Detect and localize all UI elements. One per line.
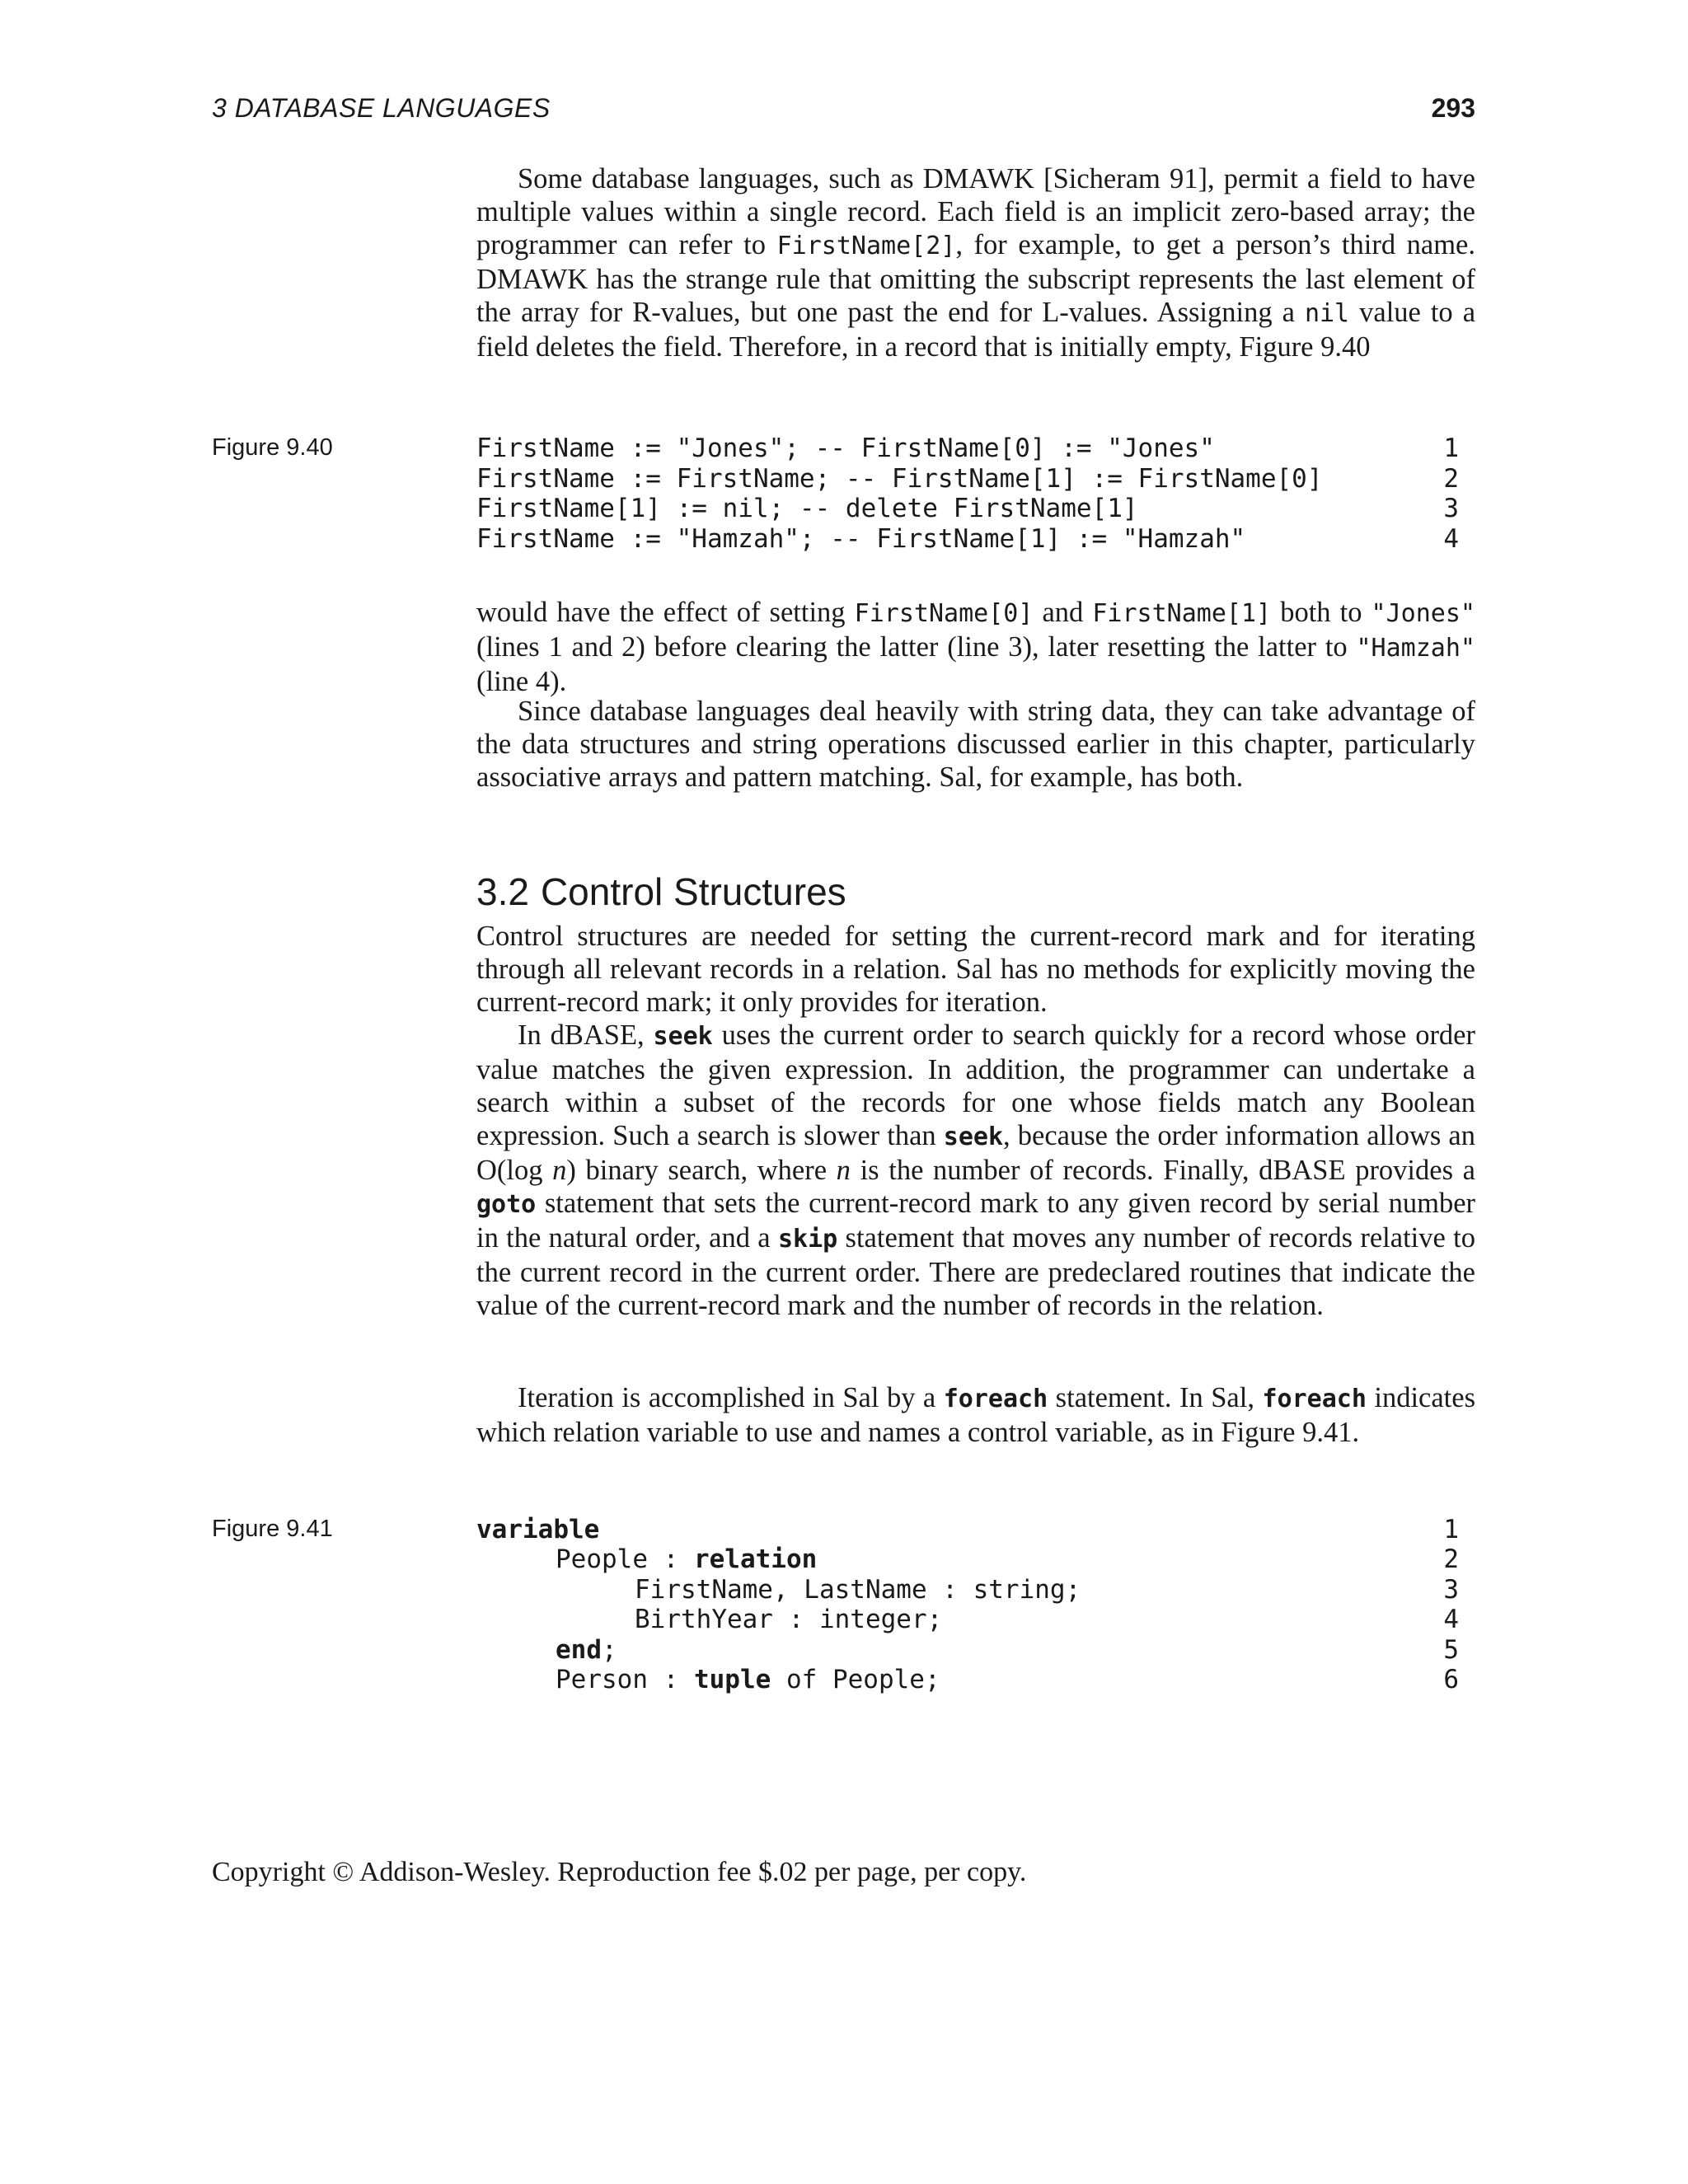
figure-label-9-41: Figure 9.41: [212, 1516, 333, 1542]
line-number: 6: [1443, 1665, 1459, 1694]
inline-code: FirstName[0]: [854, 599, 1034, 628]
line-number: 3: [1443, 1575, 1459, 1605]
section-title: Control Structures: [540, 870, 846, 913]
text-run: uses the current order to search quickly for a record whose order value matches the given expression. In addition, the programmer can undertake a search within a subset of the records for one whose fields match any Boolean expression. Such a search is slower than: [476, 1019, 1475, 1151]
code-line: FirstName[1] := nil; -- delete FirstName[1]: [476, 494, 1138, 523]
code-line: BirthYear : integer;: [635, 1605, 943, 1634]
text-run: statement that sets the current-record mark to any given record by serial number in the natural order, and a: [476, 1188, 1475, 1254]
code-line: [476, 1515, 599, 1545]
paragraph-dmawk: [476, 162, 1475, 363]
text-run: Iteration is accomplished in Sal by a: [518, 1382, 944, 1413]
text-run: (lines 1 and 2) before clearing the latter (line 3), later resetting the latter to: [476, 631, 1357, 663]
line-number: 2: [1443, 464, 1459, 494]
text-run: ) binary search, where: [566, 1155, 837, 1186]
keyword: skip: [777, 1225, 838, 1254]
keyword: tuple: [693, 1665, 771, 1694]
keyword: foreach: [1262, 1385, 1367, 1413]
text-run: indicates which relation variable to use and names a control variable, as in Figure 9.41.: [476, 1382, 1476, 1448]
keyword: relation: [693, 1544, 818, 1574]
line-number: 3: [1443, 494, 1459, 523]
line-number: 1: [1443, 434, 1459, 463]
line-number: 5: [1443, 1635, 1459, 1665]
paragraph-control-intro: Control structures are needed for setting the current-record mark and for iterating through all relevant records in a relation. Sal has no methods for explicitly moving the current-record mark; it only provides for iteration.: [476, 921, 1475, 1018]
code-text: People :: [556, 1544, 694, 1574]
math-var: n: [552, 1155, 567, 1186]
keyword: end: [556, 1635, 602, 1665]
code-text: ;: [602, 1635, 617, 1665]
code-line: FirstName, LastName : string;: [635, 1575, 1081, 1605]
keyword: foreach: [943, 1385, 1048, 1413]
keyword: goto: [476, 1190, 537, 1219]
line-number: 2: [1443, 1544, 1459, 1574]
section-number: 3.2: [476, 870, 529, 913]
text-run: (line 4).: [476, 666, 567, 697]
code-line: [556, 1665, 940, 1695]
inline-code: FirstName[1]: [1092, 599, 1272, 628]
text-run: , for example, to get a person’s third name. DMAWK has the strange rule that omitting the subscript represents the last element of the array for R-values, but one past the end for L-values. Assigning a: [476, 229, 1475, 328]
keyword: seek: [653, 1022, 713, 1051]
inline-code: nil: [1304, 299, 1350, 328]
code-line: FirstName := "Jones"; -- FirstName[0] := "Jones": [476, 434, 1215, 463]
copyright-footer: Copyright © Addison-Wesley. Reproduction fee $.02 per page, per copy.: [212, 1857, 1027, 1887]
inline-code: "Jones": [1371, 599, 1475, 628]
text-run: statement that moves any number of records relative to the current record in the current order. There are predeclared routines that indicate the value of the current-record mark and the number of records in the relation.: [476, 1222, 1475, 1321]
running-header-chapter: 3 DATABASE LANGUAGES: [212, 93, 551, 123]
text-run: and: [1033, 597, 1093, 628]
code-line: FirstName := "Hamzah"; -- FirstName[1] := "Hamzah": [476, 524, 1246, 554]
inline-code: "Hamzah": [1356, 634, 1475, 663]
keyword: seek: [943, 1122, 1004, 1151]
figure-label-9-40: Figure 9.40: [212, 434, 333, 461]
paragraph-string-data: Since database languages deal heavily with string data, they can take advantage of the data structures and string operations discussed earlier in this chapter, particularly associative arrays and pattern matching. Sal, for example, has both.: [476, 696, 1475, 793]
page-number: 293: [1431, 93, 1475, 123]
paragraph-effect: [476, 596, 1475, 698]
code-line: [556, 1544, 817, 1575]
text-run: value to a field deletes the field. Therefore, in a record that is initially empty, Figure 9.40: [476, 297, 1476, 363]
text-run: is the number of records. Finally, dBASE provides a: [850, 1155, 1475, 1186]
text-run: both to: [1271, 597, 1372, 628]
text-run: Some database languages, such as DMAWK [Sicheram 91], permit a field to have multiple values within a single record. Each field is an implicit zero-based array; the programmer can refer to: [476, 163, 1475, 260]
line-number: 4: [1443, 524, 1459, 554]
section-heading: [476, 869, 846, 914]
math-var: n: [836, 1155, 851, 1186]
inline-code: FirstName[2]: [776, 232, 956, 260]
code-text: of People;: [771, 1665, 940, 1694]
code-line: [556, 1635, 617, 1666]
line-number: 4: [1443, 1605, 1459, 1634]
text-run: In dBASE,: [518, 1019, 654, 1051]
paragraph-iteration: [476, 1381, 1475, 1449]
text-run: , because the order information allows an O(log: [476, 1120, 1475, 1186]
code-line: FirstName := FirstName; -- FirstName[1] := FirstName[0]: [476, 464, 1323, 494]
line-number: 1: [1443, 1515, 1459, 1544]
text-run: statement. In Sal,: [1048, 1382, 1263, 1413]
paragraph-dbase: [476, 1019, 1475, 1322]
code-text: Person :: [556, 1665, 694, 1694]
text-run: would have the effect of setting: [476, 597, 855, 628]
keyword: variable: [476, 1515, 600, 1544]
